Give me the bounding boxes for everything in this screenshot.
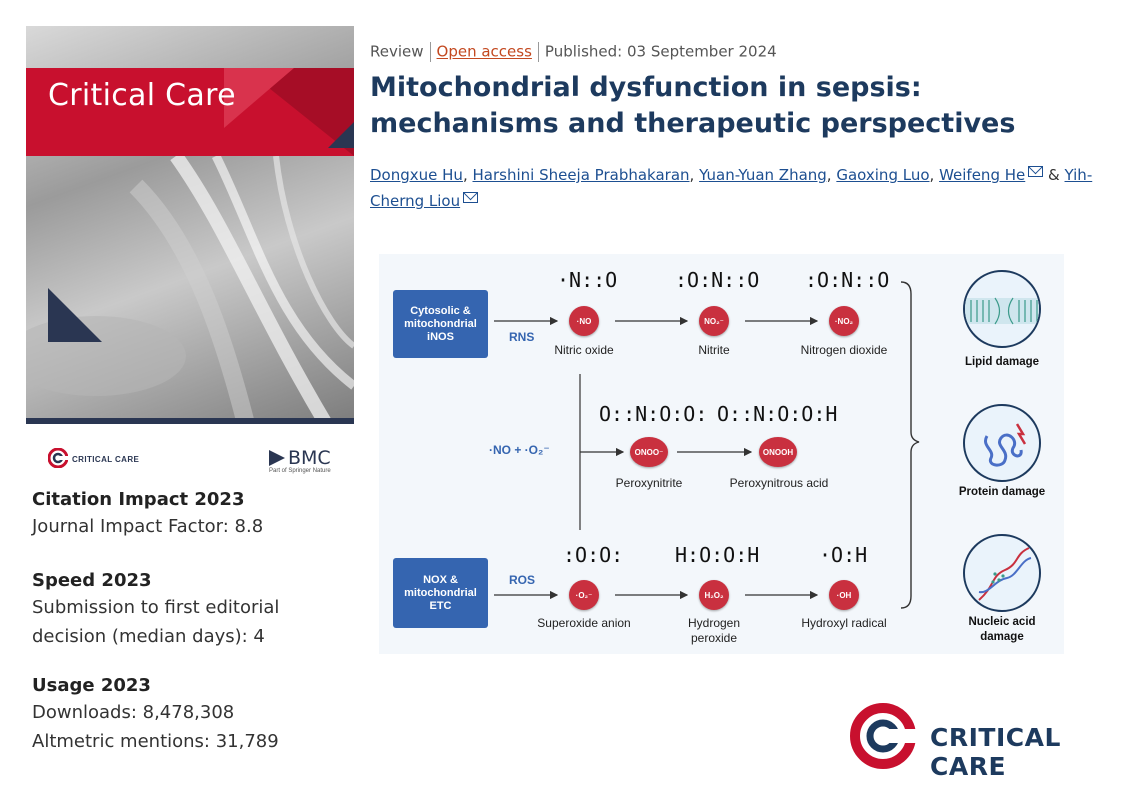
lewis-structure: :O:N::O <box>805 268 890 292</box>
metric-value: Altmetric mentions: 31,789 <box>32 731 279 752</box>
critical-care-large-logo-text: CRITICAL CARE <box>930 723 1061 781</box>
lewis-structure: O::N:O:O: <box>599 402 708 426</box>
damage-label: Lipid damage <box>964 356 1040 368</box>
metric-value: Downloads: 8,478,308 <box>32 702 235 723</box>
author-link[interactable]: Harshini Sheeja Prabhakaran <box>472 166 690 184</box>
molecule-name: Nitrite <box>698 343 730 357</box>
author-link[interactable]: Dongxue Hu <box>370 166 463 184</box>
molecule-node: ONOO⁻ <box>630 437 668 467</box>
molecule-node: ·NO₂ <box>829 306 859 336</box>
molecule-name: Hydrogen peroxide <box>687 616 741 645</box>
metric-speed <box>32 569 279 651</box>
rns-label: RNS <box>509 330 535 344</box>
molecule-name: Nitrogen dioxide <box>800 343 888 357</box>
divider <box>430 42 431 62</box>
nucleic-acid-damage-icon <box>963 534 1041 612</box>
cover-bottom-bar <box>26 418 354 424</box>
metric-citation <box>32 488 263 541</box>
bmc-brand-subtitle: Part of Springer Nature <box>269 468 331 474</box>
open-access-link[interactable]: Open access <box>436 42 532 61</box>
critical-care-large-logo-icon <box>850 703 916 769</box>
cover-accent-triangle <box>48 288 102 342</box>
lipid-damage-icon <box>963 270 1041 348</box>
metric-value: decision (median days): 4 <box>32 626 265 647</box>
journal-cover[interactable] <box>26 26 354 424</box>
lewis-structure: :O:O: <box>563 543 624 567</box>
divider <box>538 42 539 62</box>
lewis-structure: H:O:O:H <box>675 543 760 567</box>
critical-care-logo-icon <box>48 448 68 468</box>
molecule-name: Peroxynitrous acid <box>729 476 829 490</box>
lewis-structure: :O:N::O <box>675 268 760 292</box>
combine-label: ·NO + ·O₂⁻ <box>489 443 550 457</box>
cover-title: Critical Care <box>48 78 236 113</box>
damage-label: Protein damage <box>958 486 1046 498</box>
graphical-abstract-figure <box>379 254 1064 654</box>
molecule-name: Peroxynitrite <box>615 476 683 490</box>
molecule-node: ·NO <box>569 306 599 336</box>
bmc-logo-icon <box>269 450 285 466</box>
damage-label: Nucleic acid damage <box>968 616 1036 643</box>
cover-brand-row <box>26 444 354 478</box>
article-meta <box>370 42 777 62</box>
author-link[interactable]: Yuan-Yuan Zhang <box>699 166 827 184</box>
metric-title: Usage 2023 <box>32 675 151 696</box>
metric-title: Speed 2023 <box>32 570 152 591</box>
metric-value: Journal Impact Factor: 8.8 <box>32 516 264 537</box>
mail-icon[interactable] <box>1028 166 1043 177</box>
mail-icon[interactable] <box>463 192 478 203</box>
critical-care-brand-text: CRITICAL CARE <box>72 455 140 464</box>
molecule-node: NO₂⁻ <box>699 306 729 336</box>
author-and: & <box>1048 166 1060 184</box>
metric-title: Citation Impact 2023 <box>32 489 245 510</box>
author-list: Dongxue Hu, Harshini Sheeja Prabhakaran, Yuan-Yuan Zhang, Gaoxing Luo, Weifeng He & Yih-Cherng Liou <box>370 166 1093 210</box>
molecule-name: Superoxide anion <box>537 616 631 630</box>
molecule-node: H₂O₂ <box>699 580 729 610</box>
metric-value: Submission to first editorial <box>32 597 280 618</box>
molecule-name: Hydroxyl radical <box>801 616 887 630</box>
molecule-node: ·O₂⁻ <box>569 580 599 610</box>
published-date: Published: 03 September 2024 <box>544 42 777 61</box>
cover-accent-shape <box>328 122 354 148</box>
article-type: Review <box>370 42 424 61</box>
molecule-name: Nitric oxide <box>554 343 614 357</box>
lewis-structure: ·N::O <box>557 268 618 292</box>
lewis-structure: ·O:H <box>819 543 868 567</box>
ros-label: ROS <box>509 573 536 587</box>
molecule-node: ·OH <box>829 580 859 610</box>
metric-usage <box>32 674 279 756</box>
author-link[interactable]: Gaoxing Luo <box>836 166 930 184</box>
molecule-node: ONOOH <box>759 437 797 467</box>
ros-source-box: NOX & mitochondrial ETC <box>393 558 488 628</box>
lewis-structure: O::N:O:O:H <box>717 402 838 426</box>
bmc-brand-text: BMC <box>288 447 331 469</box>
rns-source-box: Cytosolic & mitochondrial iNOS <box>393 290 488 358</box>
protein-damage-icon <box>963 404 1041 482</box>
author-link[interactable]: Weifeng He <box>939 166 1026 184</box>
author-link[interactable]: Yih-Cherng Liou <box>370 166 1093 210</box>
article-title: Mitochondrial dysfunction in sepsis: mechanisms and therapeutic perspectives <box>370 72 1016 139</box>
